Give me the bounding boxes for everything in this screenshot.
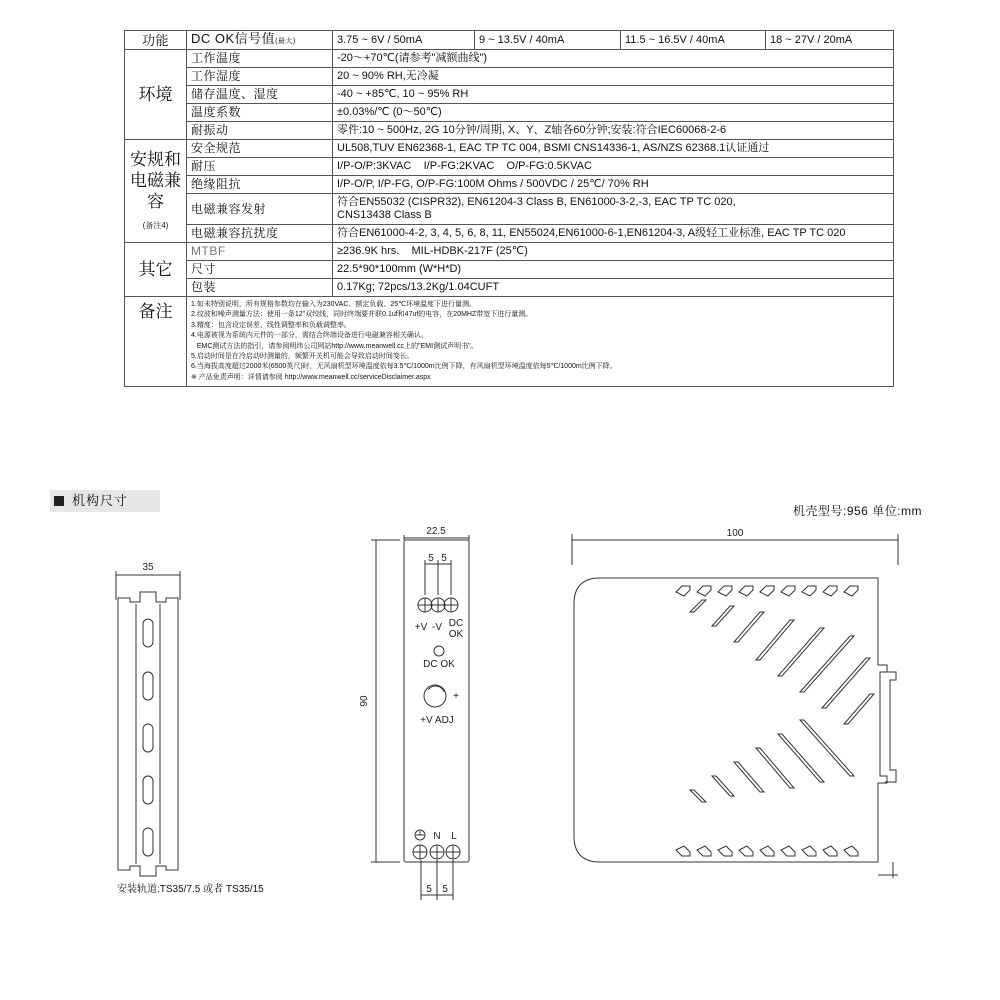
din-rail (116, 571, 180, 876)
note-line: 3.精度：包含设定误差、线性调整率和负载调整率。 (191, 321, 351, 329)
note-line: 2.纹波和噪声测量方法：使用一条12"双绞线，同时终端要并联0.1uf和47uf的电容，在20MHZ带宽下进行量测。 (191, 311, 533, 319)
row-label: 绝缘阻抗 (187, 176, 333, 194)
row-value: 零件:10 ~ 500Hz, 2G 10分钟/周期, X、Y、Z轴各60分钟;安装:符合IEC60068-2-6 (333, 122, 894, 140)
row-label: 储存温度、湿度 (187, 86, 333, 104)
dcok-value-2: 9 ~ 13.5V / 40mA (475, 31, 621, 50)
terminal-label: -V (432, 622, 442, 633)
terminal-label: N (433, 831, 441, 842)
safety-note: (备注4) (142, 221, 169, 230)
dcok-value-1: 3.75 ~ 6V / 50mA (333, 31, 475, 50)
bullet-square-icon (54, 496, 64, 506)
pitch-dim: 5 (426, 884, 432, 895)
group-others: 其它 (125, 243, 187, 297)
row-label: 电磁兼容抗扰度 (187, 225, 333, 243)
row-label: 耐压 (187, 158, 333, 176)
group-safety: 安规和电磁兼容 (备注4) (125, 140, 187, 243)
group-notes: 备注 (125, 297, 187, 387)
row-value: I/P-O/P:3KVAC I/P-FG:2KVAC O/P-FG:0.5KVAC (333, 158, 894, 176)
terminal-label: DC (448, 618, 464, 629)
row-label: 耐振动 (187, 122, 333, 140)
spec-table (124, 30, 894, 387)
note-line: ※ 产品免责声明：详情请参阅 http://www.meanwell.cc/serviceDisclaimer.aspx (191, 373, 431, 381)
row-value: 0.17Kg; 72pcs/13.2Kg/1.04CUFT (333, 279, 894, 297)
row-label: MTBF (187, 243, 333, 261)
dcok-value-4: 18 ~ 27V / 20mA (766, 31, 894, 50)
adj-label: +V ADJ (420, 715, 454, 726)
row-value: 20 ~ 90% RH,无冷凝 (333, 68, 894, 86)
adj-potentiometer-icon (424, 685, 446, 707)
header-row (125, 31, 894, 50)
row-value: I/P-O/P, I/P-FG, O/P-FG:100M Ohms / 500VDC / 25℃/ 70% RH (333, 176, 894, 194)
note-line: 1.如未特别说明，所有规格参数均在输入为230VAC、额定负载、25℃环境温度下进行量测。 (191, 301, 477, 308)
note-line: EMC测试方法的指引，请参阅明纬公司网站http://www.meanwell.cc上的"EMI测试声明书"。 (191, 342, 478, 350)
terminal-label: L (451, 831, 457, 842)
mechanical-drawing (0, 520, 1000, 920)
row-value: 符合EN55032 (CISPR32), EN61204-3 Class B, EN61000-3-2,-3, EAC TP TC 020, CNS13438 Class B (333, 194, 894, 225)
note-line: 5.启动时间是在冷启动时测量的，频繁开关机可能会导致启动时间变长。 (191, 353, 414, 361)
case-info: 机壳型号:956 单位:mm (793, 504, 923, 518)
row-value: ≥236.9K hrs. MIL-HDBK-217F (25℃) (333, 243, 894, 261)
section-title: 机构尺寸 (50, 490, 160, 512)
pitch-dim: 5 (441, 553, 447, 564)
adj-plus-label: + (453, 691, 459, 702)
row-label: 尺寸 (187, 261, 333, 279)
row-label: 温度系数 (187, 104, 333, 122)
dcok-header: DC OK信号值(最大) (187, 31, 333, 50)
front-width-dim: 22.5 (426, 526, 446, 537)
row-label: 工作湿度 (187, 68, 333, 86)
dcok-led-icon (434, 646, 444, 656)
front-height-dim: 90 (359, 695, 370, 707)
row-label: 工作温度 (187, 50, 333, 68)
row-value: -20～+70℃(请参考"减额曲线") (333, 50, 894, 68)
rail-width-dim: 35 (142, 562, 154, 573)
note-line: 4.电源被视为系统内元件的一部分，需结合终端设备进行电磁兼容相关确认。 (191, 332, 428, 340)
row-value: 符合EN61000-4-2, 3, 4, 5, 6, 8, 11, EN55024,EN61000-6-1,EN61204-3, A级轻工业标准, EAC TP TC 020 (333, 225, 894, 243)
row-label: 电磁兼容发射 (187, 194, 333, 225)
side-view (572, 534, 898, 878)
row-value: UL508,TUV EN62368-1, EAC TP TC 004, BSMI CNS14336-1, AS/NZS 62368.1认证通过 (333, 140, 894, 158)
row-value: 22.5*90*100mm (W*H*D) (333, 261, 894, 279)
rail-caption: 安装轨道:TS35/7.5 或者 TS35/15 (117, 884, 264, 895)
dcok-led-label: DC OK (423, 659, 455, 670)
notes-cell (187, 297, 894, 387)
terminal-label: OK (448, 629, 464, 640)
group-environment: 环境 (125, 50, 187, 140)
side-depth-dim: 100 (726, 528, 744, 539)
pitch-dim: 5 (428, 553, 434, 564)
row-value: -40 ~ +85℃, 10 ~ 95% RH (333, 86, 894, 104)
dcok-value-3: 11.5 ~ 16.5V / 40mA (621, 31, 766, 50)
terminal-label: +V (414, 622, 428, 633)
row-label: 包装 (187, 279, 333, 297)
row-value: ±0.03%/℃ (0～50℃) (333, 104, 894, 122)
note-line: 6.当海拔高度超过2000米(6500英尺)时，无风扇机型环境温度依每3.5℃/1000m比例下降，有风扇机型环境温度依每5℃/1000m比例下降。 (191, 363, 617, 371)
row-label: 安全规范 (187, 140, 333, 158)
vent-slots (676, 586, 874, 856)
function-header: 功能 (125, 31, 187, 50)
pitch-dim: 5 (442, 884, 448, 895)
